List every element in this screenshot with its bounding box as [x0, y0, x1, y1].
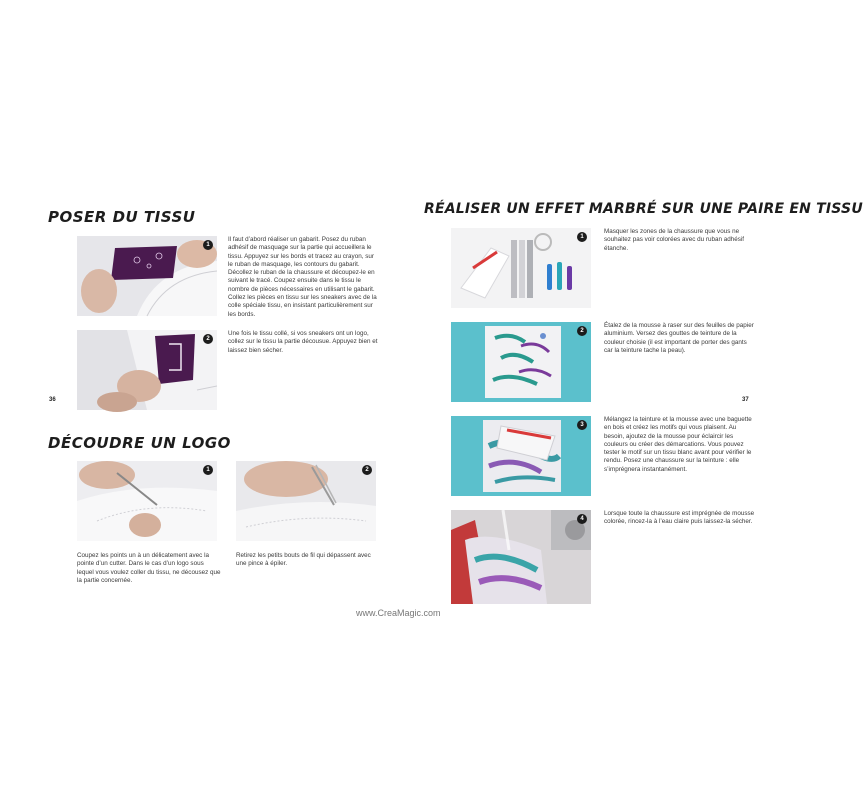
- cutting-stitches-illustration: [77, 461, 217, 541]
- photo-fabric-on-shoe: [77, 236, 217, 316]
- photo-foam-dye: [451, 322, 591, 402]
- step-text: Étalez de la mousse à raser sur des feuilles de papier aluminium. Versez des gouttes de teinture de la couleur choisie (il est important de porter des gants car la teinture tache la peau).: [604, 322, 754, 354]
- watermark-text: www.CreaMagic.com: [356, 608, 441, 618]
- section-title-decoudre-un-logo: DÉCOUDRE UN LOGO: [48, 434, 231, 452]
- step-badge: 1: [577, 232, 587, 242]
- photo-rinsing: [451, 510, 591, 604]
- step-text: Lorsque toute la chaussure est imprégnée de mousse colorée, rincez-la à l’eau claire puis laissez-la sécher.: [604, 510, 755, 526]
- step-badge: 1: [203, 465, 213, 475]
- step-text: Il faut d’abord réaliser un gabarit. Posez du ruban adhésif de masquage sur la partie qui accueillera le tissu. Appuyez sur les bords et tracez au crayon, sur le ruban de masquage, les contours du gabarit. Décollez le ruban de la chaussure et découpez-le en suivant le tracé. Coupez ensuite dans le tissu le nombre de pièces nécessaires en utilisant le gabarit. Collez les pièces en tissu sur les sneakers avec de la colle spéciale tissu, en insistant particulièrement sur les bords.: [228, 236, 377, 318]
- step-text: Une fois le tissu collé, si vos sneakers ont un logo, collez sur le tissu la partie décousue. Appuyez bien et laissez bien sécher.: [228, 330, 378, 354]
- step-text: Retirez les petits bouts de fil qui dépassent avec une pince à épiler.: [236, 552, 371, 568]
- photo-tweezers: [236, 461, 376, 541]
- step-badge: 2: [203, 334, 213, 344]
- rinsing-illustration: [451, 510, 591, 604]
- foam-dye-illustration: [451, 322, 591, 402]
- section-title-poser-du-tissu: POSER DU TISSU: [48, 208, 196, 226]
- page-number: 36: [49, 397, 56, 403]
- step-badge: 1: [203, 240, 213, 250]
- logo-gluing-illustration: [77, 330, 217, 410]
- step-text: Masquer les zones de la chaussure que vous ne souhaitez pas voir colorées avec du ruban adhésif étanche.: [604, 228, 745, 252]
- fabric-placement-illustration: [77, 236, 217, 316]
- section-title-effet-marbre: RÉALISER UN EFFET MARBRÉ SUR UNE PAIRE EN TISSU: [424, 201, 863, 217]
- step-badge: 4: [577, 514, 587, 524]
- marbled-shoe-illustration: [451, 416, 591, 496]
- photo-logo-on-fabric: [77, 330, 217, 410]
- tweezers-illustration: [236, 461, 376, 541]
- photo-marbled-shoe: [451, 416, 591, 496]
- photo-cutting-stitches: [77, 461, 217, 541]
- step-badge: 2: [362, 465, 372, 475]
- photo-materials: [451, 228, 591, 308]
- step-text: Mélangez la teinture et la mousse avec une baguette en bois et créez les motifs qui vous plaisent. Au besoin, ajoutez de la mousse pour éclaircir les couleurs ou créer des démarcations. Vous pouvez tester le motif sur un tissu blanc avant pour vérifier le rendu. Posez une chaussure sur la teinture : elle s’imprégnera instantanément.: [604, 416, 752, 473]
- materials-illustration: [451, 228, 591, 308]
- step-badge: 3: [577, 420, 587, 430]
- step-badge: 2: [577, 326, 587, 336]
- page-number: 37: [742, 397, 749, 403]
- step-text: Coupez les points un à un délicatement avec la pointe d’un cutter. Dans le cas d’un logo sous lequel vous voulez coller du tissu, ne décousez que la partie concernée.: [77, 552, 221, 584]
